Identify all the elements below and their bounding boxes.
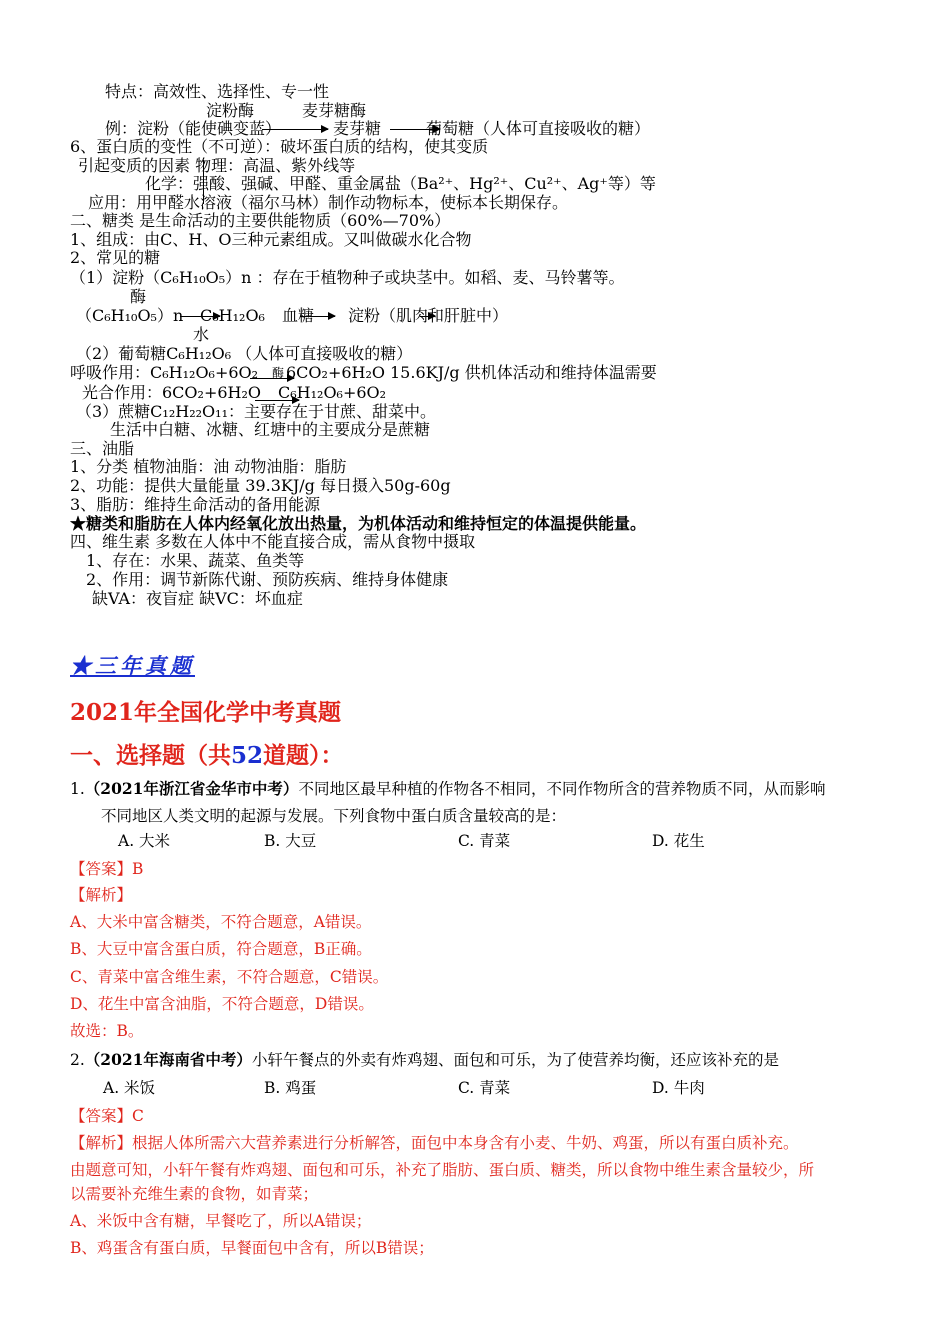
option-b: B. 鸡蛋 <box>264 1079 317 1097</box>
note-text: 麦芽糖 <box>333 119 382 138</box>
analysis-label: 【解析】 <box>70 886 133 904</box>
option-d: D. 牛肉 <box>652 1079 705 1097</box>
arrow-icon <box>262 129 328 130</box>
note-text: 水 <box>193 325 210 344</box>
note-text: 6CO₂+6H₂O <box>286 363 386 382</box>
note-line: 1、组成：由C、H、O三种元素组成。又叫做碳水化合物 <box>70 230 472 249</box>
note-line: （3）蔗糖C₁₂H₂₂O₁₁：主要存在于甘蔗、甜菜中。 <box>76 402 436 421</box>
enzyme-label: 酶 <box>272 366 285 380</box>
note-line: 二、糖类 是生命活动的主要供能物质（60%—70%） <box>70 211 451 230</box>
note-line: 生活中白糖、冰糖、红塘中的主要成分是蔗糖 <box>110 420 431 439</box>
option-c: C. 青菜 <box>458 832 511 850</box>
analysis-line: 以需要补充维生素的食物，如青菜； <box>70 1185 319 1203</box>
note-line: 化学：强酸、强碱、甲醛、重金属盐（Ba²⁺、Hg²⁺、Cu²⁺、Ag⁺等）等 <box>145 174 656 193</box>
arrow-icon <box>420 316 435 317</box>
note-line: 缺VA：夜盲症 缺VC：坏血症 <box>92 589 303 608</box>
question-number: 1. <box>70 780 85 798</box>
analysis-line: A、米饭中含有糖，早餐吃了，所以A错误； <box>70 1212 372 1230</box>
part-title-suffix: 道题）： <box>263 742 344 769</box>
question-text: 小轩午餐点的外卖有炸鸡翅、面包和可乐，为了使营养均衡，还应该补充的是 <box>251 1051 779 1069</box>
note-text: 15.6KJ/g 供机体活动和维持体温需要 <box>390 363 657 382</box>
note-line: 特点：高效性、选择性、专一性 <box>105 82 330 101</box>
option-a: A. 大米 <box>118 832 171 850</box>
note-text: 呼吸作用：C₆H₁₂O₆+6O₂ <box>70 363 259 382</box>
option-c: C. 青菜 <box>458 1079 511 1097</box>
answer: 【答案】C <box>70 1107 144 1125</box>
note-text: （C₆H₁₀O₅）n <box>76 306 184 325</box>
note-line: 引起变质的因素 物理：高温、紫外线等 <box>78 156 356 175</box>
part-title <box>70 737 344 770</box>
option-a: A. 米饭 <box>103 1079 156 1097</box>
question-text: 不同地区最早种植的作物各不相同，不同作物所含的营养物质不同，从而影响 <box>298 780 826 798</box>
note-line: 例：淀粉（能使碘变蓝） <box>105 119 282 138</box>
analysis-line: 由题意可知，小轩午餐有炸鸡翅、面包和可乐，补充了脂肪、蛋白质、糖类，所以食物中维生素含量较少，所 <box>70 1161 815 1179</box>
enzyme-label: 淀粉酶 <box>206 101 255 120</box>
analysis-line: B、大豆中富含蛋白质，符合题意，B正确。 <box>70 940 372 958</box>
note-text: 葡萄糖（人体可直接吸收的糖） <box>426 119 651 138</box>
note-line: 三、油脂 <box>70 439 135 458</box>
analysis-line: D、花生中富含油脂，不符合题意，D错误。 <box>70 995 374 1013</box>
note-text: C₆H₁₂O₆+6O₂ <box>278 383 387 402</box>
arrow-icon <box>300 316 335 317</box>
note-text: 血糖 <box>282 306 315 325</box>
note-line: 2、功能：提供大量能量 39.3KJ/g 每日摄入50g-60g <box>70 476 451 495</box>
enzyme-label: 麦芽糖酶 <box>302 101 367 120</box>
answer: 【答案】B <box>70 860 144 878</box>
analysis-line: B、鸡蛋含有蛋白质，早餐面包中含有，所以B错误； <box>70 1239 434 1257</box>
note-line: 3、脂肪：维持生命活动的备用能源 <box>70 495 321 514</box>
option-b: B. 大豆 <box>264 832 317 850</box>
question-stem <box>70 779 825 799</box>
analysis-line: A、大米中富含糖类，不符合题意，A错误。 <box>70 913 372 931</box>
note-line: 1、存在：水果、蔬菜、鱼类等 <box>86 551 305 570</box>
note-line: （2）葡萄糖C₆H₁₂O₆ （人体可直接吸收的糖） <box>76 344 413 363</box>
note-line: 应用：用甲醛水溶液（福尔马林）制作动物标本，使标本长期保存。 <box>88 193 569 212</box>
question-source: （2021年海南省中考） <box>84 1050 252 1069</box>
question-number: 2. <box>70 1051 85 1069</box>
note-line: 2、作用：调节新陈代谢、预防疾病、维持身体健康 <box>86 570 449 589</box>
note-highlight: ★糖类和脂肪在人体内经氧化放出热量，为机体活动和维持恒定的体温提供能量。 <box>70 514 647 533</box>
analysis-line: C、青菜中富含维生素，不符合题意，C错误。 <box>70 968 389 986</box>
note-line: 四、维生素 多数在人体中不能直接合成，需从食物中摄取 <box>70 532 476 551</box>
note-line: 1、分类 植物油脂：油 动物油脂：脂肪 <box>70 457 347 476</box>
option-d: D. 花生 <box>652 832 705 850</box>
question-stem <box>70 1050 779 1070</box>
section-star-title: ★三年真题 <box>70 653 195 678</box>
analysis-line: 故选：B。 <box>70 1022 144 1040</box>
question-source: （2021年浙江省金华市中考） <box>84 779 299 798</box>
note-line: （1）淀粉（C₆H₁₀O₅）n ：存在于植物种子或块茎中。如稻、麦、马铃薯等。 <box>70 268 625 287</box>
question-text: 不同地区人类文明的起源与发展。下列食物中蛋白质含量较高的是： <box>101 807 567 825</box>
part-count: 52 <box>231 742 264 769</box>
note-line: 2、常见的糖 <box>70 248 161 267</box>
note-line: 6、蛋白质的变性（不可逆）：破坏蛋白质的结构，使其变质 <box>70 137 489 156</box>
part-title-prefix: 一、选择题（共 <box>70 742 231 769</box>
year-title: 2021年全国化学中考真题 <box>70 699 342 726</box>
analysis-line: 【解析】根据人体所需六大营养素进行分析解答，面包中本身含有小麦、牛奶、鸡蛋，所以有蛋白质补充。 <box>70 1134 799 1152</box>
note-text: C₆H₁₂O₆ <box>200 306 265 325</box>
note-text: 淀粉（肌肉和肝脏中） <box>348 306 509 325</box>
note-text: 光合作用：6CO₂+6H₂O <box>82 383 262 402</box>
enzyme-label: 酶 <box>130 287 147 306</box>
